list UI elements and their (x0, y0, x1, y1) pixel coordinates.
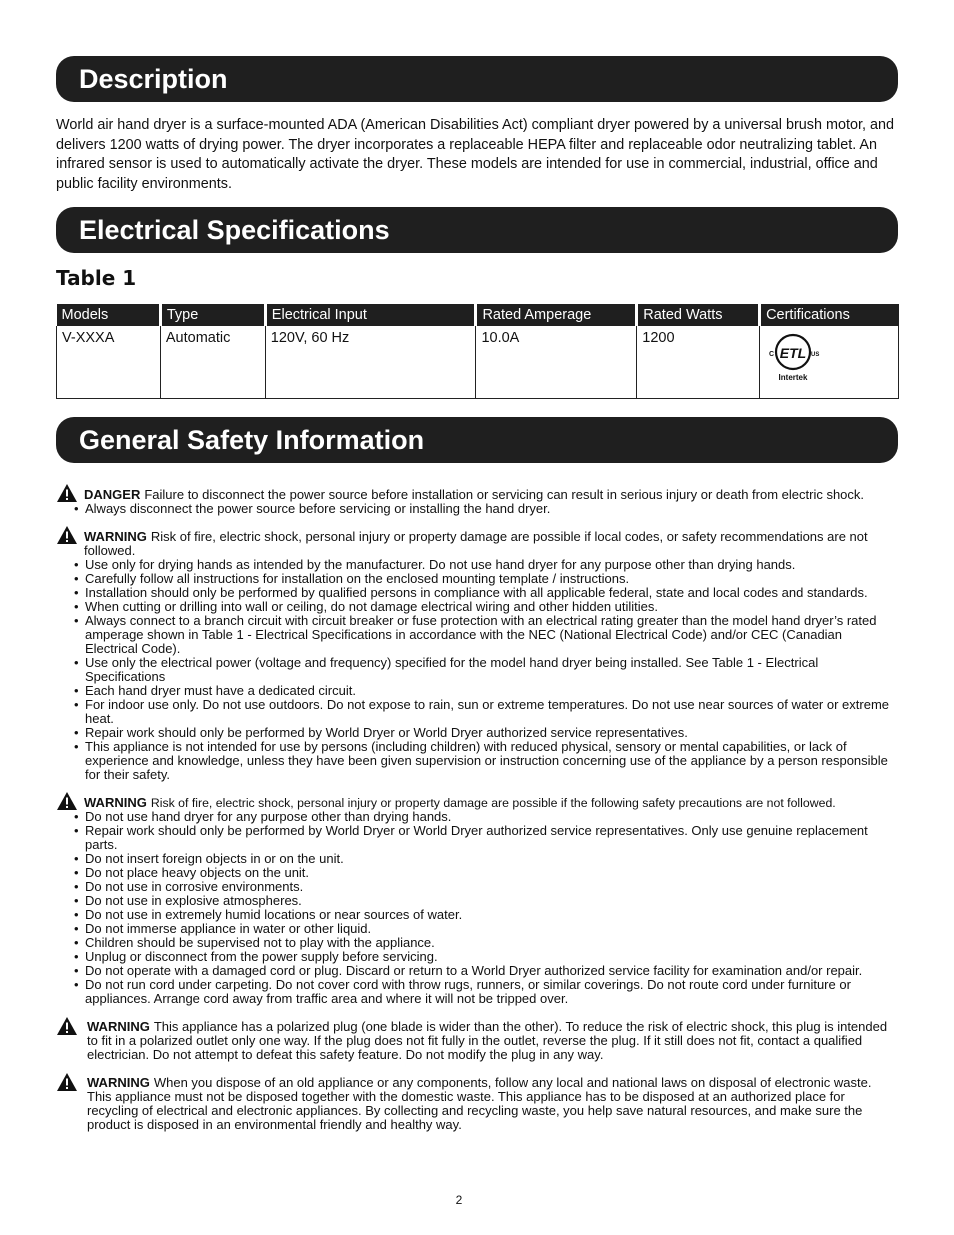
list-item: • Always disconnect the power source before servicing or installing the hand dryer. (74, 501, 551, 516)
warning-text: Risk of fire, electric shock, personal injury or property damage are possible if the following safety precautions are not followed. (150, 796, 836, 810)
description-text: World air hand dryer is a surface-mounted ADA (American Disabilities Act) compliant dryer powered by a universal brush motor, and delivers 1200 watts of drying power. The dryer incorporates a replaceable HEPA filter and replaceable odor neutralizing tablet. An infrared sensor is used to automatically activate the dryer. These models are intended for use in commercial, industrial, office and public facility environments. (56, 117, 894, 192)
warning-list (56, 810, 902, 1006)
table-row (57, 326, 899, 399)
warning-block-polarized-plug (56, 1020, 902, 1062)
list-item: • Repair work should only be performed by World Dryer or World Dryer authorized service representatives. (74, 725, 688, 740)
list-item: • Children should be supervised not to play with the appliance. (74, 935, 435, 950)
etl-us-text: US (811, 352, 820, 358)
list-item: • Do not run cord under carpeting. Do not cover cord with throw rugs, runners, or similar coverings. Do not route cord under furniture or appliances. Arrange cord away from traffic area and where it will not be tripped over. (74, 977, 851, 1006)
warning-triangle-icon (56, 1072, 78, 1092)
list-item: • Each hand dryer must have a dedicated circuit. (74, 683, 356, 698)
warning-text: Risk of fire, electric shock, personal injury or property damage are possible if local codes, or safety recommendations are not followed. (84, 529, 868, 558)
list-item: • Do not place heavy objects on the unit. (74, 865, 310, 880)
cell-rated-amperage: 10.0A (476, 326, 637, 399)
cell-rated-watts: 1200 (637, 326, 760, 399)
danger-list (56, 502, 902, 516)
safety-content (56, 488, 902, 1146)
warning-block-disposal (56, 1076, 902, 1132)
list-item: • For indoor use only. Do not use outdoors. Do not expose to rain, sun or extreme temperatures. Do not use near sources of water or extreme heat. (74, 697, 890, 726)
table-title: Table 1 (56, 266, 137, 290)
etl-mark-text: ETL (779, 345, 807, 361)
warning-text: This appliance has a polarized plug (one blade is wider than the other). To reduce the risk of electric shock, this plug is intended to fit in a polarized outlet only one way. If the plug does not fit fully in the outlet, reverse the plug. If it still does not fit, contact a qualified electrician. Do not attempt to defeat this safety feature. Do not modify the plug in any way. (87, 1019, 888, 1062)
list-item: • Installation should only be performed by qualified persons in compliance with all applicable federal, state and local codes and standards. (74, 585, 868, 600)
table-header-row (57, 304, 899, 326)
section-header-safety: General Safety Information (56, 417, 898, 463)
page-number: 2 (455, 1193, 463, 1207)
warning-triangle-icon (56, 1016, 78, 1036)
list-item: • Do not use in extremely humid locations or near sources of water. (74, 907, 463, 922)
cell-model: V-XXXA (57, 326, 161, 399)
etl-certification-logo (765, 330, 825, 384)
warning-triangle-icon (56, 525, 78, 545)
header-rated-watts: Rated Watts (637, 304, 760, 326)
warning-text: When you dispose of an old appliance or any components, follow any local and national laws on disposal of electronic waste. This appliance must not be disposed together with the domestic waste. This appliance has to be disposed at an authorized place for recycling of electrical and electronic appliances. By collecting and recycling waste, you help save natural resources, and make sure the product is disposed in an environmental friendly and healthy way. (87, 1075, 872, 1132)
etl-c-text: C (769, 351, 775, 358)
section-header-electrical: Electrical Specifications (56, 207, 898, 253)
list-item: • Carefully follow all instructions for installation on the enclosed mounting template / instructions. (74, 571, 630, 586)
list-item: • Use only the electrical power (voltage and frequency) specified for the model hand dryer being installed. See Table 1 - Electrical Specifications (74, 655, 819, 684)
electrical-spec-table (56, 304, 899, 399)
danger-block (56, 488, 902, 516)
list-item: • Always connect to a branch circuit with circuit breaker or fuse protection with an electrical rating greater than the model hand dryer’s rated amperage shown in Table 1 - Electrical Specifications in accordance with the NEC (National Electrical Code) and/or CEC (Canadian Electrical Code). (74, 613, 877, 656)
header-type: Type (160, 304, 265, 326)
list-item: • Unplug or disconnect from the power supply before servicing. (74, 949, 438, 964)
intertek-text: Intertek (778, 373, 808, 382)
warning-block-codes (56, 530, 902, 782)
list-item: • Do not use in explosive atmospheres. (74, 893, 302, 908)
header-rated-amperage: Rated Amperage (476, 304, 637, 326)
list-item: • Do not immerse appliance in water or other liquid. (74, 921, 372, 936)
cell-electrical-input: 120V, 60 Hz (265, 326, 476, 399)
list-item: • This appliance is not intended for use by persons (including children) with reduced physical, sensory or mental capabilities, or lack of experience and knowledge, unless they have been given supervision or instruction concerning use of the appliance by a person responsible for their safety. (74, 739, 888, 782)
warning-label: WARNING (87, 1075, 150, 1090)
section-header-description: Description (56, 56, 898, 102)
warning-triangle-icon (56, 791, 78, 811)
warning-block-precautions (56, 796, 902, 1006)
warning-label: WARNING (84, 795, 147, 810)
header-electrical-input: Electrical Input (265, 304, 476, 326)
header-certifications: Certifications (760, 304, 899, 326)
warning-label: WARNING (84, 529, 147, 544)
list-item: • Repair work should only be performed by World Dryer or World Dryer authorized service representatives. Only use genuine replacement parts. (74, 823, 868, 852)
list-item: • Do not operate with a damaged cord or plug. Discard or return to a World Dryer authorized service facility for examination and/or repair. (74, 963, 863, 978)
danger-label: DANGER (84, 487, 141, 502)
warning-list (56, 558, 902, 782)
danger-text: Failure to disconnect the power source before installation or servicing can result in serious injury or death from electric shock. (144, 487, 865, 502)
list-item: • Do not use hand dryer for any purpose other than drying hands. (74, 809, 452, 824)
header-models: Models (57, 304, 161, 326)
cell-certification (760, 326, 899, 399)
list-item: • When cutting or drilling into wall or ceiling, do not damage electrical wiring and other hidden utilities. (74, 599, 659, 614)
list-item: • Do not use in corrosive environments. (74, 879, 304, 894)
list-item: • Use only for drying hands as intended by the manufacturer. Do not use hand dryer for any purpose other than drying hands. (74, 557, 796, 572)
cell-type: Automatic (160, 326, 265, 399)
warning-label: WARNING (87, 1019, 150, 1034)
list-item: • Do not insert foreign objects in or on the unit. (74, 851, 344, 866)
warning-triangle-icon (56, 483, 78, 503)
